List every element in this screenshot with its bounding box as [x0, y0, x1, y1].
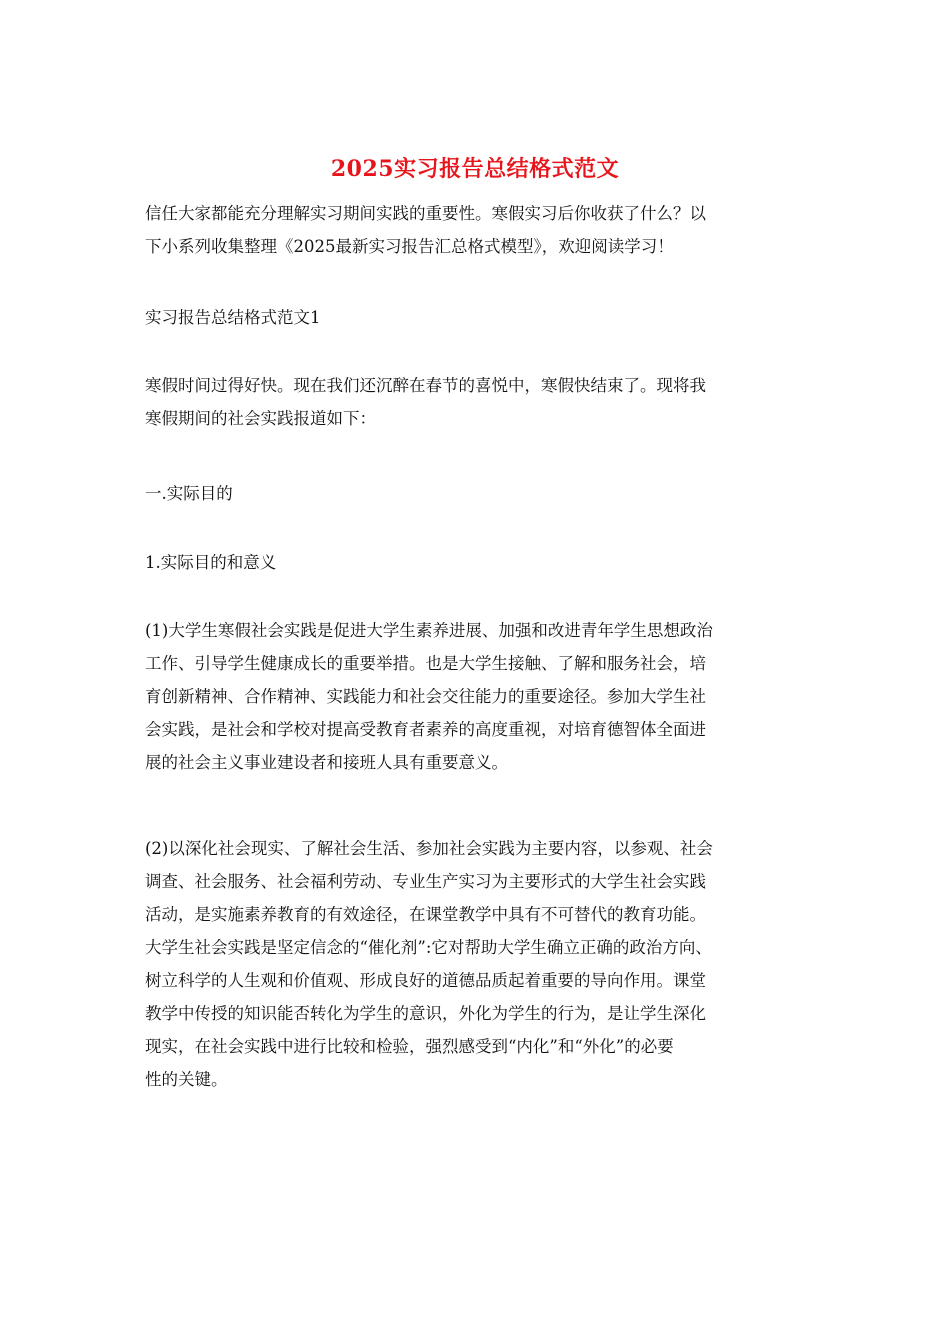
text-line: (2)以深化社会现实、了解社会生活、参加社会实践为主要内容，以参观、社会 [145, 839, 713, 858]
text-line: 一.实际目的 [145, 484, 233, 503]
text-line: 现实，在社会实践中进行比较和检验，强烈感受到“内化”和“外化”的必要 [145, 1037, 674, 1056]
text-line: 活动，是实施素养教育的有效途径，在课堂教学中具有不可替代的教育功能。 [145, 905, 706, 924]
text-line: 信任大家都能充分理解实习期间实践的重要性。寒假实习后你收获了什么？以 [145, 204, 706, 223]
text-line: (1)大学生寒假社会实践是促进大学生素养进展、加强和改进青年学生思想政治 [145, 621, 713, 640]
section-heading [145, 301, 815, 334]
text-line: 实习报告总结格式范文1 [145, 308, 321, 327]
text-line: 工作、引导学生健康成长的重要举措。也是大学生接触、了解和服务社会，培 [145, 654, 706, 673]
paragraph-3 [145, 832, 815, 1096]
text-line: 寒假时间过得好快。现在我们还沉醉在春节的喜悦中，寒假快结束了。现将我 [145, 376, 706, 395]
text-line: 展的社会主义事业建设者和接班人具有重要意义。 [145, 753, 508, 772]
text-line: 下小系列收集整理《2025最新实习报告汇总格式模型》，欢迎阅读学习！ [145, 237, 674, 256]
heading-1-1 [145, 546, 815, 579]
heading-1 [145, 477, 815, 510]
text-line: 寒假期间的社会实践报道如下： [145, 409, 376, 428]
document-title: 2025实习报告总结格式范文 [330, 156, 620, 182]
text-line: 性的关键。 [145, 1070, 228, 1089]
text-line: 会实践，是社会和学校对提高受教育者素养的高度重视，对培育德智体全面进 [145, 720, 706, 739]
text-line: 育创新精神、合作精神、实践能力和社会交往能力的重要途径。参加大学生社 [145, 687, 706, 706]
text-line: 调查、社会服务、社会福利劳动、专业生产实习为主要形式的大学生社会实践 [145, 872, 706, 891]
text-line: 树立科学的人生观和价值观、形成良好的道德品质起着重要的导向作用。课堂 [145, 971, 706, 990]
intro-paragraph [145, 197, 815, 263]
paragraph-1 [145, 369, 815, 435]
paragraph-2 [145, 614, 815, 779]
text-line: 教学中传授的知识能否转化为学生的意识，外化为学生的行为，是让学生深化 [145, 1004, 706, 1023]
text-line: 大学生社会实践是坚定信念的“催化剂”:它对帮助大学生确立正确的政治方向、 [145, 938, 712, 957]
text-line: 1.实际目的和意义 [145, 553, 277, 572]
